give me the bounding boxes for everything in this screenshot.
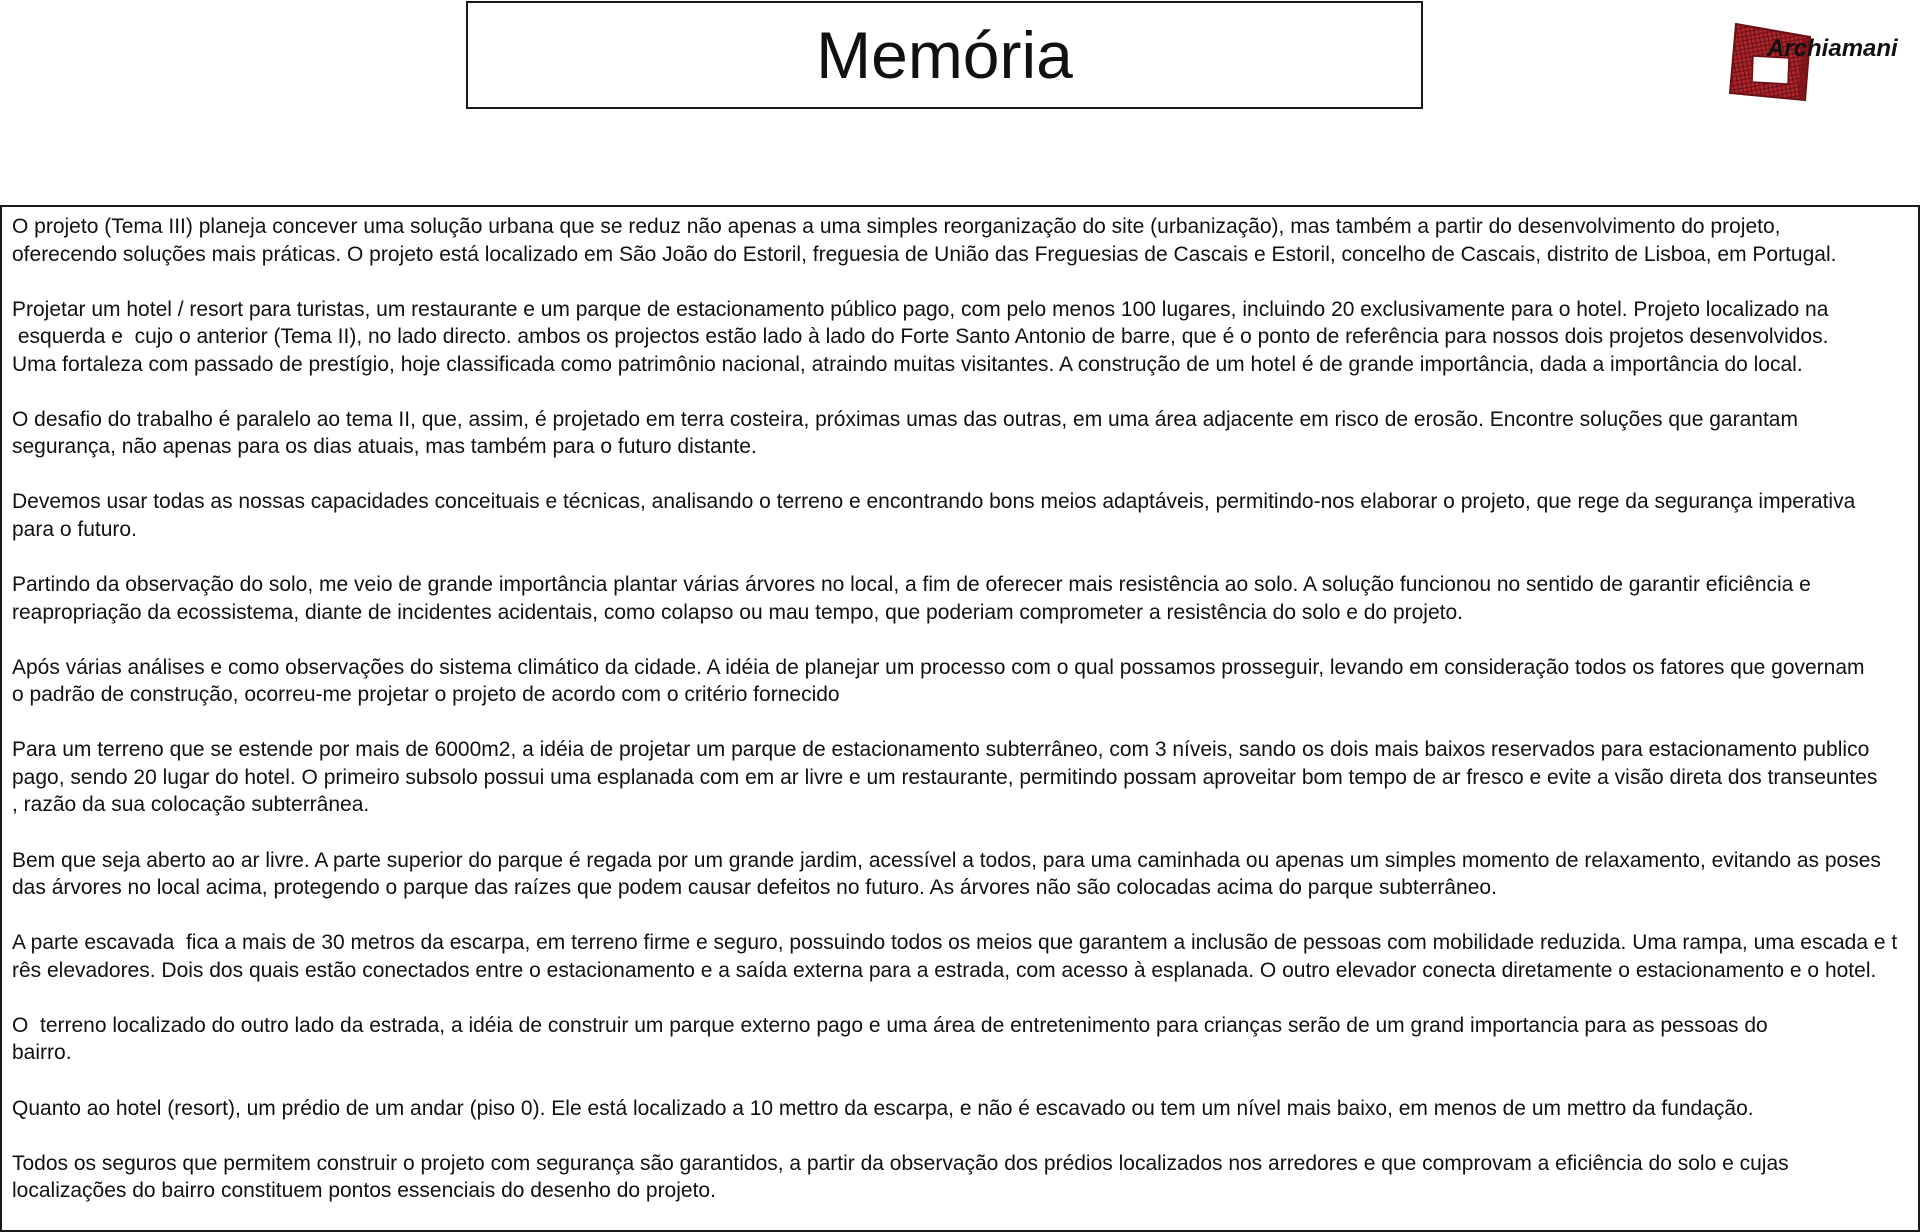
memoria-paragraph xyxy=(12,929,1908,984)
memoria-paragraph xyxy=(12,571,1908,626)
memoria-line: Para um terreno que se estende por mais de 6000m2, a idéia de projetar um parque de estacionamento subterrâneo, com 3 níveis, sando os dois mais baixos reservados para estacionamento publico xyxy=(12,738,1870,762)
memoria-line: esquerda e cujo o anterior (Tema II), no lado directo. ambos os projectos estão lado à lado do Forte Santo Antonio de barre, que é o ponto de referência para nossos dois projetos desenvolvidos. xyxy=(12,325,1829,349)
memoria-line: Partindo da observação do solo, me veio de grande importância plantar várias árvores no local, a fim de oferecer mais resistência ao solo. A solução funcionou no sentido de garantir eficiência e xyxy=(12,573,1811,597)
memoria-paragraph xyxy=(12,1012,1908,1067)
memoria-line: das árvores no local acima, protegendo o parque das raízes que podem causar defeitos no futuro. As árvores não são colocadas acima do parque subterrâneo. xyxy=(12,876,1497,900)
memoria-paragraph xyxy=(12,213,1908,268)
memoria-line: O terreno localizado do outro lado da estrada, a idéia de construir um parque externo pago e uma área de entretenimento para crianças serão de um grand importancia para as pessoas do xyxy=(12,1013,1768,1037)
memoria-paragraph xyxy=(12,1095,1908,1123)
memoria-paragraph xyxy=(12,654,1908,709)
memoria-line: Uma fortaleza com passado de prestígio, hoje classificada como patrimônio nacional, atraindo muitas visitantes. A construção de um hotel é de grande importância, dada a importância do local. xyxy=(12,352,1803,376)
logo-wordmark: Archiamani xyxy=(1767,35,1898,62)
memoria-line: Devemos usar todas as nossas capacidades conceituais e técnicas, analisando o terreno e encontrando bons meios adaptáveis, permitindo-nos elaborar o projeto, que rege da segurança imperativa xyxy=(12,490,1856,514)
memoria-line: localizações do bairro constituem pontos essenciais do desenho do projeto. xyxy=(12,1179,716,1203)
memoria-line: para o futuro. xyxy=(12,518,137,542)
memoria-line: segurança, não apenas para os dias atuais, mas também para o futuro distante. xyxy=(12,435,757,459)
memoria-line: rês elevadores. Dois dos quais estão conectados entre o estacionamento e a saída externa para a estrada, com acesso à esplanada. O outro elevador conecta diretamente o estacionamento e o hotel. xyxy=(12,958,1877,982)
archiamani-logo xyxy=(1726,18,1916,104)
memoria-text xyxy=(12,213,1908,1205)
memoria-line: Projetar um hotel / resort para turistas, um restaurante e um parque de estacionamento público pago, com pelo menos 100 lugares, incluindo 20 exclusivamente para o hotel. Projeto localizado na xyxy=(12,297,1829,321)
memoria-line: Quanto ao hotel (resort), um prédio de um andar (piso 0). Ele está localizado a 10 mettro da escarpa, e não é escavado ou tem um nível mais baixo, em menos de um mettro da fundação. xyxy=(12,1096,1754,1120)
memoria-line: bairro. xyxy=(12,1041,72,1065)
memoria-line: oferecendo soluções mais práticas. O projeto está localizado em São João do Estoril, freguesia de União das Freguesias de Cascais e Estoril, concelho de Cascais, distrito de Lisboa, em Portugal. xyxy=(12,242,1837,266)
memoria-line: A parte escavada fica a mais de 30 metros da escarpa, em terreno firme e seguro, possuindo todos os meios que garantem a inclusão de pessoas com mobilidade reduzida. Uma rampa, uma escada e t xyxy=(12,931,1898,955)
memoria-line: pago, sendo 20 lugar do hotel. O primeiro subsolo possui uma esplanada com em ar livre e um restaurante, permitindo possam aproveitar bom tempo de ar fresco e evite a visão direta dos transeuntes xyxy=(12,765,1878,789)
memoria-line: reapropriação da ecossistema, diante de incidentes acidentais, como colapso ou mau tempo, que poderiam comprometer a resistência do solo e do projeto. xyxy=(12,600,1463,624)
memoria-line: o padrão de construção, ocorreu-me projetar o projeto de acordo com o critério fornecido xyxy=(12,683,840,707)
memoria-paragraph xyxy=(12,488,1908,543)
memoria-paragraph xyxy=(12,1150,1908,1205)
memoria-text-panel xyxy=(0,205,1920,1232)
memoria-line: O projeto (Tema III) planeja concever uma solução urbana que se reduz não apenas a uma simples reorganização do site (urbanização), mas também a partir do desenvolvimento do projeto, xyxy=(12,215,1781,238)
memoria-line: Todos os seguros que permitem construir o projeto com segurança são garantidos, a partir da observação dos prédios localizados nos arredores e que comprovam a eficiência do solo e cujas xyxy=(12,1151,1789,1175)
memoria-paragraph xyxy=(12,847,1908,902)
memoria-line: O desafio do trabalho é paralelo ao tema II, que, assim, é projetado em terra costeira, próximas umas das outras, em uma área adjacente em risco de erosão. Encontre soluções que garantam xyxy=(12,407,1798,431)
page-title: Memória xyxy=(816,18,1073,92)
memoria-paragraph xyxy=(12,406,1908,461)
title-box xyxy=(466,1,1423,109)
memoria-line: Após várias análises e como observações do sistema climático da cidade. A idéia de planejar um processo com o qual possamos prosseguir, levando em consideração todos os fatores que governam xyxy=(12,655,1865,679)
memoria-paragraph xyxy=(12,736,1908,819)
memoria-line: Bem que seja aberto ao ar livre. A parte superior do parque é regada por um grande jardim, acessível a todos, para uma caminhada ou apenas um simples momento de relaxamento, evitando as poses xyxy=(12,848,1881,872)
memoria-paragraph xyxy=(12,296,1908,379)
memoria-line: , razão da sua colocação subterrânea. xyxy=(12,793,370,817)
